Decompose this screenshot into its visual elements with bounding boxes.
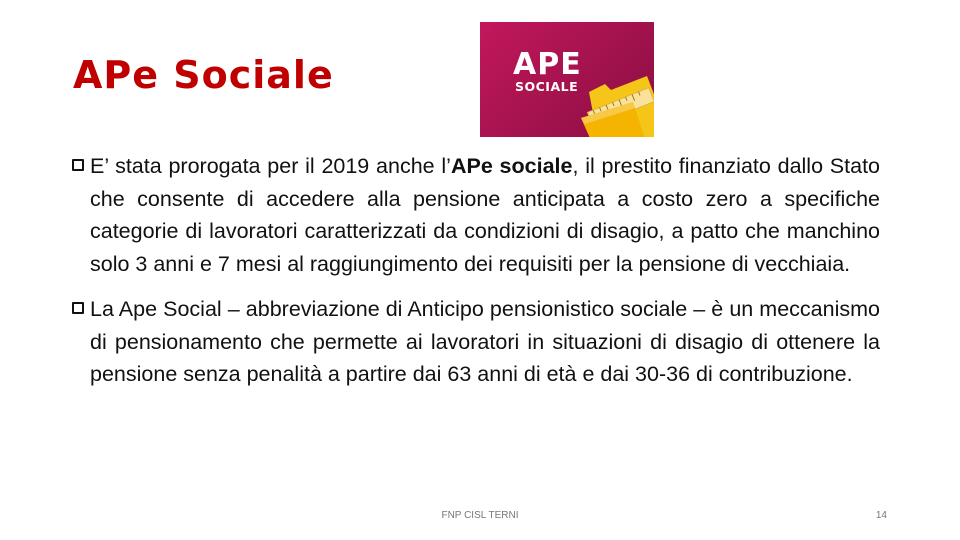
- bullet-text-after: , il prestito finanziato dallo Stato che consente di accedere alla pensione anticipata a costo zero a specifiche categorie di lavoratori caratterizzati da condizioni di disagio, a patto che manchino solo 3 anni e 7 mesi al raggiungimento dei requisiti per la pensione di vecchiaia.: [90, 154, 881, 276]
- logo-sub-text: SOCIALE: [515, 79, 579, 94]
- logo-main-text: APE: [513, 47, 582, 82]
- footer-organization: FNP CISL TERNI: [441, 510, 519, 521]
- bullet-list: [72, 150, 880, 391]
- bullet-item-ape-social-definition: [72, 293, 880, 391]
- slide-title: APe Sociale: [73, 53, 334, 97]
- checkbox-bullet-icon: [72, 302, 84, 314]
- checkbox-bullet-icon: [72, 159, 84, 171]
- ape-sociale-logo: [480, 22, 654, 137]
- page-number: 14: [875, 510, 887, 521]
- bullet-text-before: E’ stata prorogata per il 2019 anche l’: [90, 154, 451, 178]
- bullet-item-apes-proroga: [72, 150, 880, 280]
- folder-with-ruler-icon: [575, 70, 654, 137]
- bullet-text-strong: APe sociale: [450, 154, 573, 178]
- bullet-text-before: La Ape Social – abbreviazione di Anticipo pensionistico sociale – è un meccanismo di pensionamento che permette ai lavoratori in situazioni di disagio di ottenere la pensione senza penalità a partire dai 63 anni di età e dai 30-36 di contribuzione.: [90, 297, 880, 386]
